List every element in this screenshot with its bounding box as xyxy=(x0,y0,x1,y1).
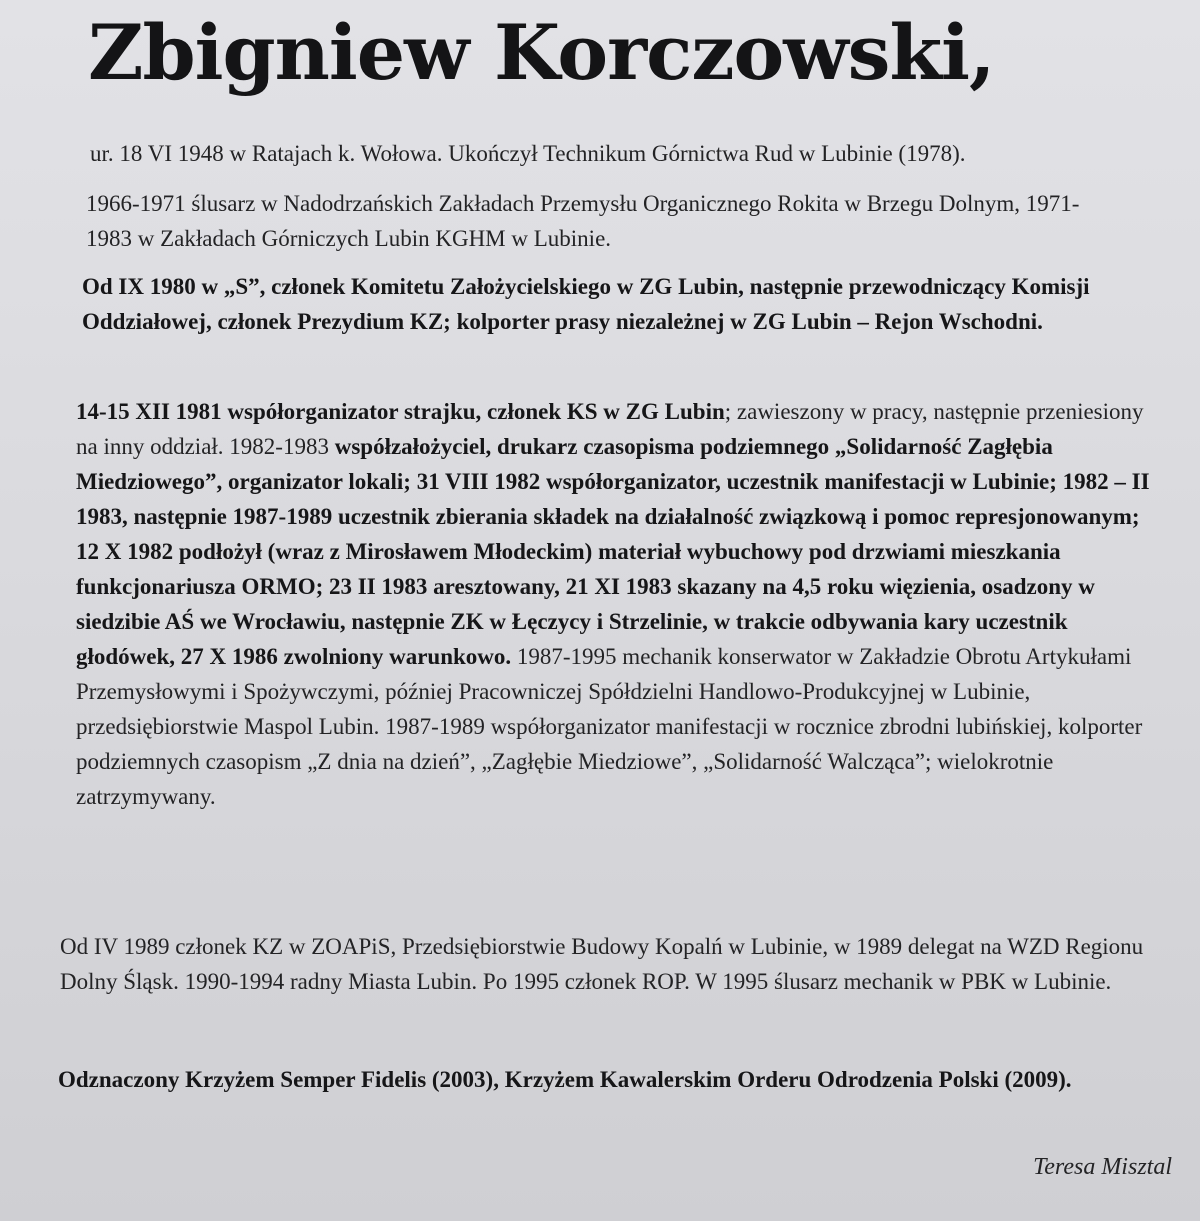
bold-text-segment: Od IX 1980 w „S”, członek Komitetu Założycielskiego w ZG Lubin, następnie przewodniczący Komisji Oddziałowej, członek Prezydium KZ; kolporter prasy niezależnej w ZG Lubin – Rejon Wschodni. xyxy=(82,274,1090,334)
author-signature: Teresa Misztal xyxy=(1033,1154,1172,1180)
text-segment: Od IV 1989 członek KZ w ZOAPiS, Przedsiębiorstwie Budowy Kopalń w Lubinie, w 1989 delegat na WZD Regionu Dolny Śląsk. 1990-1994 radny Miasta Lubin. Po 1995 członek ROP. W 1995 ślusarz mechanik w PBK w Lubinie. xyxy=(60,934,1144,994)
text-segment: ; zawieszony w pracy, następnie przeniesiony na inny oddział. 1982-1983 xyxy=(76,399,1144,459)
paragraph-early-work xyxy=(86,186,1086,256)
paragraph-birth xyxy=(90,136,1130,171)
bold-text-segment: współzałożyciel, drukarz czasopisma podziemnego „Solidarność Zagłębia Miedziowego”, organizator lokali; 31 VIII 1982 współorganizator, uczestnik manifestacji w Lubinie; 1982 – II 1983, następnie 1987-1989 uczestnik zbierania składek na działalność związkową i pomoc represjonowanym; 12 X 1982 podłożył (wraz z Mirosławem Młodeckim) materiał wybuchowy pod drzwiami mieszkania funkcjonariusza ORMO; 23 II 1983 aresztowany, 21 XI 1983 skazany na 4,5 roku więzienia, osadzony w siedzibie AŚ we Wrocławiu, następnie ZK w Łęczycy i Strzelinie, w trakcie odbywania kary uczestnik głodówek, 27 X 1986 zwolniony warunkowo. xyxy=(76,434,1150,669)
text-segment: 1987-1995 mechanik konserwator w Zakładzie Obrotu Artykułami Przemysłowymi i Spożywczymi, później Pracowniczej Spółdzielni Handlowo-Produkcyjnej w Lubinie, przedsiębiorstwie Maspol Lubin. 1987-1989 współorganizator manifestacji w rocznice zbrodni lubińskiej, kolporter podziemnych czasopism „Z dnia na dzień”, „Zagłębie Miedziowe”, „Solidarność Walcząca”; wielokrotnie zatrzymywany. xyxy=(76,644,1143,809)
paragraph-awards xyxy=(58,1062,1158,1097)
bold-text-segment: 14-15 XII 1981 współorganizator strajku, członek KS w ZG Lubin xyxy=(76,399,725,424)
text-segment: ur. 18 VI 1948 w Ratajach k. Wołowa. Ukończył Technikum Górnictwa Rud w Lubinie (1978). xyxy=(90,141,966,166)
paragraph-solidarity-1980 xyxy=(82,269,1142,339)
page-title: Zbigniew Korczowski, xyxy=(88,8,995,97)
text-segment: 1966-1971 ślusarz w Nadodrzańskich Zakładach Przemysłu Organicznego Rokita w Brzegu Dolnym, 1971-1983 w Zakładach Górniczych Lubin KGHM w Lubinie. xyxy=(86,191,1080,251)
paragraph-martial-law xyxy=(76,394,1156,814)
bold-text-segment: Odznaczony Krzyżem Semper Fidelis (2003), Krzyżem Kawalerskim Orderu Odrodzenia Polski (2009). xyxy=(58,1067,1072,1092)
paragraph-after-1989 xyxy=(60,929,1180,999)
